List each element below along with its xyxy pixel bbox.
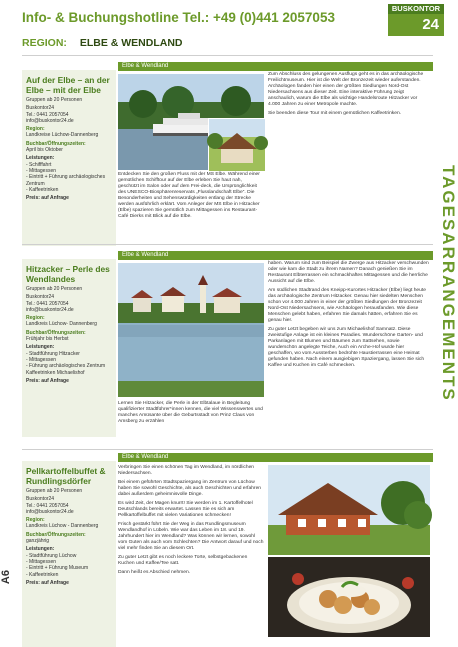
page-header — [0, 0, 451, 58]
section-text-mid: Entdecken Sie den großen Fluss mit der MS Elbe. Während einer gemütlichen Schifftour auf der Elbe erleben Sie haut nah, geschützt im Salon oder auf dem Frei-deck, die Ursprünglichkeit des UNESCO-Biosphärenreservats „Flusslandschaft Elbe“. Die Besonderheiten und Sehenswürdigkeiten entlang der Strecke werden ausführlich erklärt. Vom Anleger der MS Elbe in Hitzacker (Elbe) spazieren Sie gemütlich zum Mittagessen ins Restaurant-Café Dierks mit Blick auf die Elbe. — [118, 172, 260, 219]
region-value: ELBE & WENDLAND — [79, 37, 183, 49]
card-title: Auf der Elbe – an der Elbe – mit der Elbe — [26, 75, 110, 95]
card-title: Hitzacker – Perle des Wendlandes — [26, 264, 110, 284]
section-text-mid: Verbringen Sie einen schönen Tag im Wendland, im nördlichen Niedersachsen. Bei einem geführten Stadtspaziergang im Zentrum von Lüchow haben Sie sowohl Geschichte, als auch Geschichten und erfahren dabei außerdem geheimnisvolle Dinge. Es wird Zeit, der Magen knurrt! Sie werden im 1. Kartoffelhotel Deutschlands bereits erwartet. Lassen Sie es sich am Pellkartoffelbuffet mit vielen Variationen schmecken! Frisch gestärkt führt Sie der Weg in das Rundlingsmuseum Wendlandhof in Lübeln. Wie war das Leben im 18. und 19. Jahrhundert hier im Wendland? Was können wir lernen, sowohl vom Guten als auch vom Schlechten? Die Antwort darauf und noch viel mehr finden Sie an diesem Ort. Zu guter Letzt gibt es noch leckere Torte, selbstgebackenen Kuchen und Kaffee/Tee satt. Dann heißt es Abschied nehmen. — [118, 465, 264, 575]
hitzacker-photo — [118, 263, 264, 397]
buskontor-logo: BUSKONTOR 24 — [388, 4, 444, 36]
page-label: A6 — [0, 570, 12, 585]
section-bar: Elbe & Wendland — [118, 251, 433, 260]
section-bar: Elbe & Wendland — [118, 453, 433, 462]
section-pellkartoffel — [22, 453, 433, 638]
email-link[interactable]: info@buskontor24.de — [26, 306, 74, 313]
section-text-mid: Lernen Sie Hitzacker, die Perle in der Elbtalaue in Begleitung qualifizierter Stadtführer*innen kennen, die viel Wissenswertes und manches Amüsante über die Geburtsstadt von Prinz Claus von Amsberg zu erzählen — [118, 401, 263, 424]
section-divider — [22, 244, 433, 245]
potato-buffet-photo — [268, 557, 430, 637]
section-hitzacker — [22, 251, 433, 451]
header-divider — [22, 55, 433, 56]
section-text-right: haben. Warum sind zum Beispiel die Zwerge aus Hitzacker verschwunden oder wie kam die Stadt zu ihrem Namen? Danach genießen Sie im Restaurant Elbterrassen ein schmackhaftes Mittagessen und die herrliche Aussicht auf die Elbe. Am südlichen Stadtrand des Kneipp-Kurortes Hitzacker (Elbe) liegt heute das archäologische Zentrum Hitzacker. Genau hier siedelten Menschen schon vor 4.000 Jahren in einer der größten Siedlungen der Bronzezeit Nord-Ost Niedersachsens, wie Archäologen herausfanden. Wie diese Menschen gelebt haben, erfahren Sie damals hätten, erfahren Sie es genau hier. Zu guter Letzt begeben wir uns zum Michaelishof Samnatz. Diese zweistufige Anlage ist ein kleines Paradies. Wunderschöne Garten- und Parkanlagen mit Blumen und Bäumen zum Sattsehen, sowie wunderschön angelegte Teiche, Auch ein Arche-Hof wurde hier geschaffen, wo vom Aussterben bedrohte Haustierrassen eine Heimat gefunden haben. Nach einem ausgiebigen Spaziergang, lassen Sie sich Kaffee und Kuchen im Café schmecken. — [268, 261, 429, 368]
email-link[interactable]: info@buskontor24.de — [26, 117, 74, 124]
hotline-title: Info- & Buchungshotline Tel.: +49 (0)441 2057053 — [22, 10, 335, 25]
section-elbe — [22, 62, 433, 258]
info-card: Pellkartoffelbuffet & Rundlingsdörfer Gruppen ab 20 Personen Buskontor24 Tel.: 0441 2057054 info@buskontor24.de Region: Landkreis Lüchow - Dannenberg Buchbar/Öffnungszeiten: ganzjährig Leistungen: - Stadtführung Lüchow - Mittagessen - Eintritt + Führung Museum - Kaffeetrinken Preis: auf Anfrage — [22, 461, 116, 647]
section-text-right: Zum Abschluss des gelungenen Ausflugs geht es in das archäologische Freilichtmuseum. Hier ist die Welt der Bronzezeit wieder auferstanden. Archäologen fanden hier einen der größten Siedlungen Nord-Ost Niedersachsens aus dieser Zeit. Eine interaktive Führung zeigt anschaulich, warum die Elbe als wichtige Handelsroute Hitzacker vor 4.000 Jahren zu einer Metropole machte. Sie beenden diese Tour mit einem gemütlichen Kaffeetrinken. — [268, 72, 424, 116]
section-bar: Elbe & Wendland — [118, 62, 433, 71]
side-title: TAGESARRANGEMENTS — [439, 165, 458, 402]
section-divider — [22, 449, 433, 450]
info-card: Hitzacker – Perle des Wendlandes Gruppen ab 20 Personen Buskontor24 Tel.: 0441 2057054 info@buskontor24.de Region: Landkreis Lüchow- Dannenberg Buchbar/Öffnungszeiten: Frühjahr bis Herbst Leistungen: - Stadtführung Hitzacker - Mittagessen - Führung archäologisches Zentrum Kaffeetrinken Michaelishof Preis: auf Anfrage — [22, 259, 116, 437]
card-title: Pellkartoffelbuffet & Rundlingsdörfer — [26, 466, 106, 486]
email-link[interactable]: info@buskontor24.de — [26, 508, 74, 515]
info-card: Auf der Elbe – an der Elbe – mit der Elbe Gruppen ab 20 Personen Buskontor24 Tel.: 0441 2057054 info@buskontor24.de Region: Landkreise Lüchow-Dannenberg Buchbar/Öffnungszeiten: April bis Oktober Leistungen: - Schifffahrt - Mittagessen - Eintritt + Führung archäologisches Zentrum - Kaffeetrinken Preis: auf Anfrage — [22, 70, 116, 246]
region-line — [22, 37, 183, 49]
farmhouse-photo — [268, 465, 430, 555]
region-label: REGION: — [22, 37, 67, 49]
village-photo — [208, 118, 266, 172]
